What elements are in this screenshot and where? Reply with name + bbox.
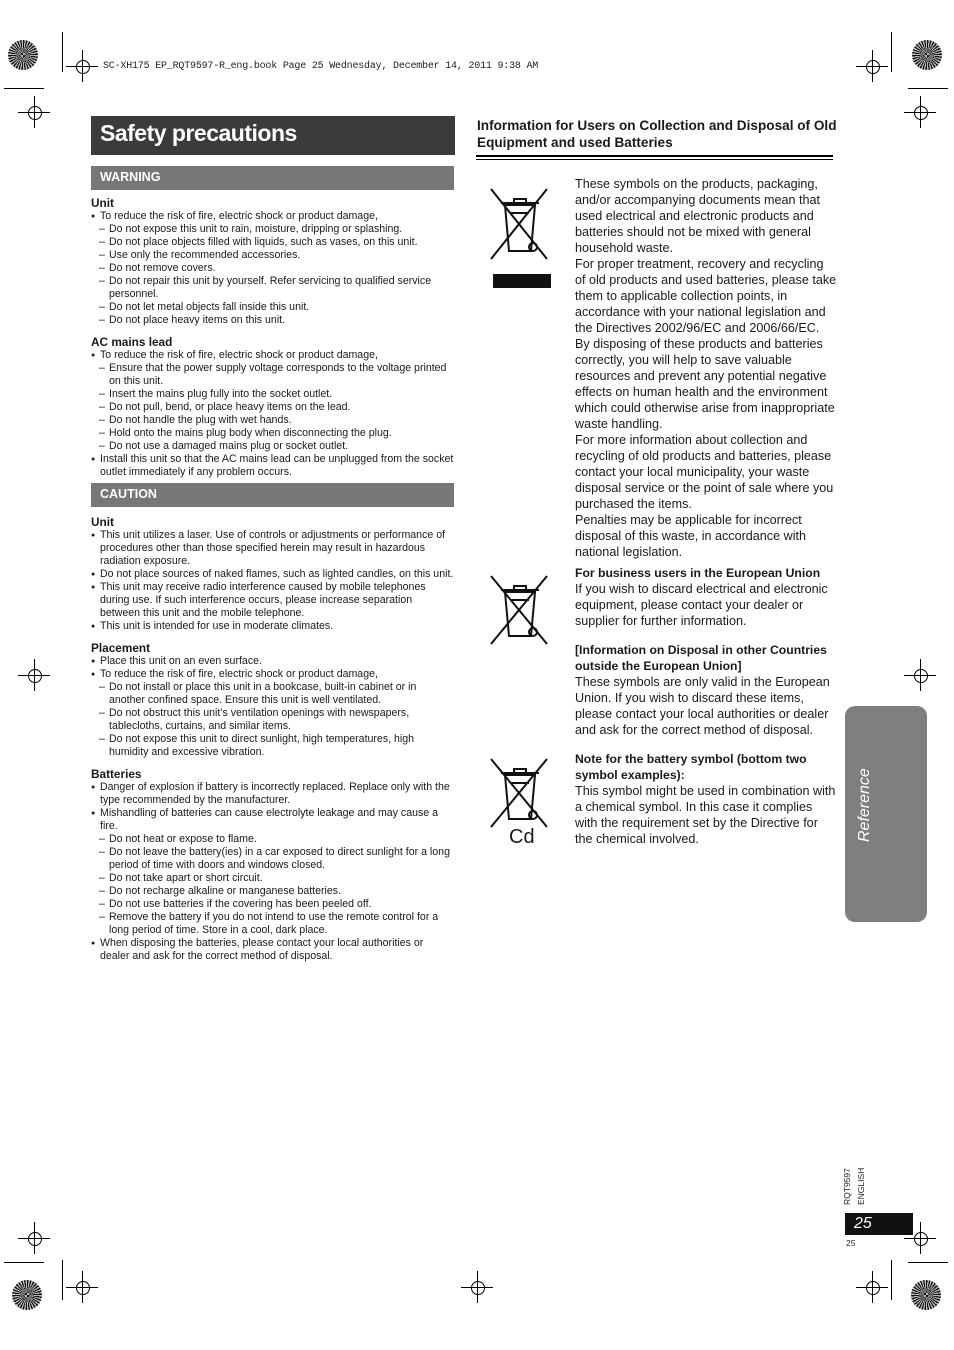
- paragraph: These symbols are only valid in the European Union. If you wish to discard these items, please contact your local authorities or dealer and ask for the correct method of disposal.: [575, 675, 830, 737]
- crossed-wheelie-bin-icon: [487, 572, 553, 648]
- dash-item: – Do not recharge alkaline or manganese batteries.: [91, 885, 455, 898]
- unit-heading: Unit: [91, 515, 114, 529]
- disposal-heading: Information for Users on Collection and Disposal of Old Equipment and used Batteries: [477, 118, 837, 150]
- bullet-item: ● Danger of explosion if battery is incorrectly replaced. Replace only with the type recommended by the manufacturer.: [91, 781, 455, 807]
- calibration-starburst-icon: [912, 40, 942, 70]
- black-bar: [493, 274, 551, 288]
- paragraph: For more information about collection and recycling of old products and batteries, please contact your local municipality, your waste disposal service or the point of sale where you purchased the items.: [575, 433, 834, 511]
- warning-section: [91, 196, 455, 479]
- dash-item: – Do not pull, bend, or place heavy items on the lead.: [91, 401, 455, 414]
- dash-item: – Hold onto the mains plug body when disconnecting the plug.: [91, 427, 455, 440]
- calibration-starburst-icon: [8, 40, 38, 70]
- unit-heading: Unit: [91, 196, 114, 210]
- divider: [476, 155, 833, 157]
- bullet-item: ● When disposing the batteries, please contact your local authorities or dealer and ask for the correct method of disposal.: [91, 937, 455, 963]
- other-countries-section: [575, 642, 837, 738]
- dash-item: – Do not heat or expose to flame.: [91, 833, 455, 846]
- dash-item: – Do not repair this unit by yourself. Refer servicing to qualified service personnel.: [91, 275, 455, 301]
- dash-item: – Do not use a damaged mains plug or socket outlet.: [91, 440, 455, 453]
- dash-item: – Do not place objects filled with liquids, such as vases, on this unit.: [91, 236, 455, 249]
- crossed-wheelie-bin-icon: [487, 755, 553, 831]
- bullet-item: ● To reduce the risk of fire, electric shock or product damage,: [91, 668, 455, 681]
- bullet-item: ● Do not place sources of naked flames, such as lighted candles, on this unit.: [91, 568, 455, 581]
- caution-bar: [91, 483, 454, 507]
- dash-item: – Insert the mains plug fully into the socket outlet.: [91, 388, 455, 401]
- other-heading: [Information on Disposal in other Countries outside the European Union]: [575, 643, 827, 673]
- business-heading: For business users in the European Union: [575, 566, 821, 580]
- bullet-item: ● This unit is intended for use in moderate climates.: [91, 620, 455, 633]
- dash-item: – Do not place heavy items on this unit.: [91, 314, 455, 327]
- tab-label-text: Reference: [856, 768, 873, 842]
- caution-label: CAUTION: [100, 487, 157, 501]
- batteries-heading: Batteries: [91, 767, 142, 781]
- page-number-small: 25: [846, 1238, 856, 1248]
- dash-item: – Do not let metal objects fall inside this unit.: [91, 301, 455, 314]
- dash-item: – Remove the battery if you do not intend to use the remote control for a long period of time. Store in a cool, dark place.: [91, 911, 455, 937]
- bullet-item: ● Install this unit so that the AC mains lead can be unplugged from the socket outlet immediately if any problem occurs.: [91, 453, 455, 479]
- dash-item: – Do not leave the battery(ies) in a car exposed to direct sunlight for a long period of time with doors and windows closed.: [91, 846, 455, 872]
- dash-item: – Do not install or place this unit in a bookcase, built-in cabinet or in another confined space. Ensure this unit is well ventilated.: [91, 681, 455, 707]
- language-text: ENGLISH: [856, 1167, 866, 1205]
- bullet-item: ● Mishandling of batteries can cause electrolyte leakage and may cause a fire.: [91, 807, 455, 833]
- battery-section: [575, 751, 837, 847]
- dash-item: – Do not remove covers.: [91, 262, 455, 275]
- dash-item: – Ensure that the power supply voltage corresponds to the voltage printed on this unit.: [91, 362, 455, 388]
- divider: [476, 159, 833, 160]
- placement-heading: Placement: [91, 641, 151, 655]
- disposal-text: [575, 176, 837, 560]
- crossed-wheelie-bin-icon: [487, 185, 553, 263]
- doc-code-text: RQT9597: [842, 1168, 852, 1205]
- page-title: Safety precautions: [100, 120, 297, 146]
- bullet-item: ● This unit utilizes a laser. Use of controls or adjustments or performance of procedures other than those specified herein may result in hazardous radiation exposure.: [91, 529, 455, 568]
- dash-item: – Use only the recommended accessories.: [91, 249, 455, 262]
- dash-item: – Do not obstruct this unit’s ventilation openings with newspapers, tablecloths, curtains, and similar items.: [91, 707, 455, 733]
- paragraph: Penalties may be applicable for incorrect disposal of this waste, in accordance with national legislation.: [575, 513, 807, 559]
- paragraph: This symbol might be used in combination with a chemical symbol. In this case it complies with the requirement set by the Directive for the chemical involved.: [575, 784, 836, 846]
- calibration-starburst-icon: [12, 1280, 42, 1310]
- page-number-box: [845, 1213, 913, 1235]
- paragraph: By disposing of these products and batteries correctly, you will help to save valuable resources and prevent any potential negative effects on human health and the environment which could otherwise arise from inappropriate waste handling.: [575, 337, 835, 431]
- paragraph: For proper treatment, recovery and recycling of old products and used batteries, please take them to applicable collection points, in accordance with your national legislation and the Directives 2002/96/EC and 2006/66/EC.: [575, 257, 837, 335]
- battery-heading: Note for the battery symbol (bottom two symbol examples):: [575, 752, 807, 782]
- dash-item: – Do not expose this unit to rain, moisture, dripping or splashing.: [91, 223, 455, 236]
- warning-bar: [91, 166, 454, 190]
- bullet-item: ● Place this unit on an even surface.: [91, 655, 455, 668]
- paragraph: If you wish to discard electrical and electronic equipment, please contact your dealer or supplier for further information.: [575, 582, 828, 628]
- page-number: 25: [854, 1215, 872, 1232]
- chemical-symbol: Cd: [509, 826, 535, 848]
- business-section: [575, 565, 837, 629]
- paragraph: These symbols on the products, packaging, and/or accompanying documents mean that used electrical and electronic products and batteries should not be mixed with general household waste.: [575, 177, 821, 255]
- bullet-item: ● To reduce the risk of fire, electric shock or product damage,: [91, 210, 455, 223]
- bullet-item: ● This unit may receive radio interference caused by mobile telephones during use. If such interference occurs, please increase separation between this unit and the mobile telephone.: [91, 581, 455, 620]
- dash-item: – Do not expose this unit to direct sunlight, high temperatures, high humidity and excessive vibration.: [91, 733, 455, 759]
- bullet-item: ● To reduce the risk of fire, electric shock or product damage,: [91, 349, 455, 362]
- print-info: SC-XH175 EP_RQT9597-R_eng.book Page 25 Wednesday, December 14, 2011 9:38 AM: [103, 61, 539, 72]
- page-title-bar: [91, 116, 455, 155]
- mains-heading: AC mains lead: [91, 335, 173, 349]
- caution-section: [91, 515, 455, 963]
- dash-item: – Do not use batteries if the covering has been peeled off.: [91, 898, 455, 911]
- dash-item: – Do not take apart or short circuit.: [91, 872, 455, 885]
- dash-item: – Do not handle the plug with wet hands.: [91, 414, 455, 427]
- warning-label: WARNING: [100, 170, 161, 184]
- calibration-starburst-icon: [911, 1280, 941, 1310]
